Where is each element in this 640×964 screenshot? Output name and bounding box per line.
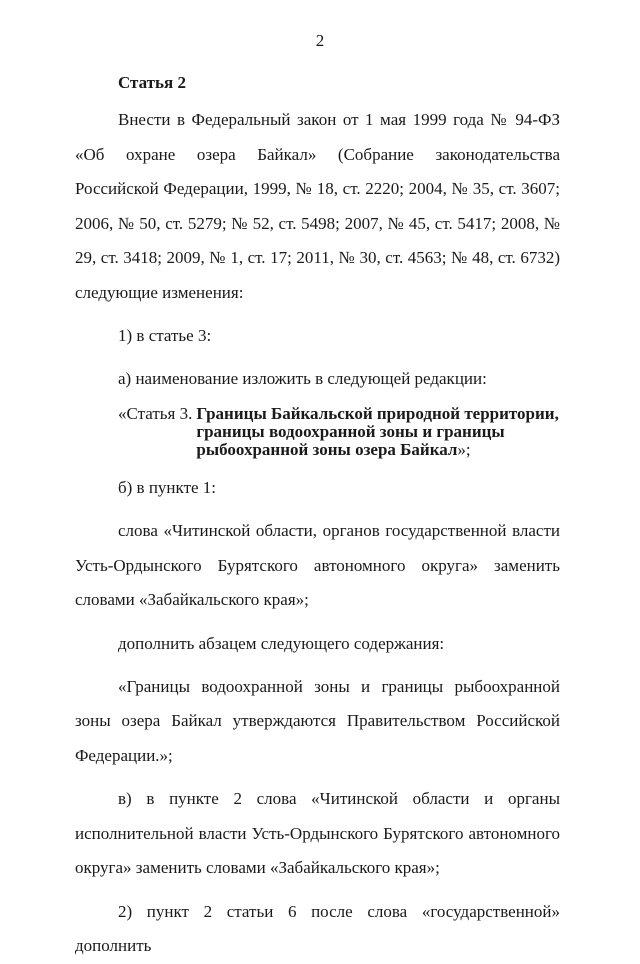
borders-paragraph: «Границы водоохранной зоны и границы рыбоохранной зоны озера Байкал утверждаются Правительством Российской Федерации.»; bbox=[75, 676, 560, 765]
item-1b: б) в пункте 1: bbox=[118, 478, 217, 497]
article-3-title-line-3: рыбоохранной зоны озера Байкал bbox=[196, 440, 458, 459]
article-3-title bbox=[118, 405, 560, 459]
item-1a: а) наименование изложить в следующей редакции: bbox=[118, 369, 487, 388]
intro-paragraph: Внести в Федеральный закон от 1 мая 1999 года № 94-ФЗ «Об охране озера Байкал» (Собрание законодательства Российской Федерации, 1999, № 18, ст. 2220; 2004, № 35, ст. 3607; 2006, № 50, ст. 5279; № 52, ст. 5498; 2007, № 45, ст. 5417; 2008, № 29, ст. 3418; 2009, № 1, ст. 17; 2011, № 30, ст. 4563; № 48, ст. 6732) следующие изменения: bbox=[75, 110, 560, 302]
article-3-title-line-2: границы водоохранной зоны и границы bbox=[196, 422, 505, 441]
words-replace-paragraph: слова «Читинской области, органов государственной власти Усть-Ордынского Бурятского автономного округа» заменить словами «Забайкальского края»; bbox=[75, 521, 560, 609]
item-1: 1) в статье 3: bbox=[118, 326, 212, 345]
page-number: 2 bbox=[315, 31, 325, 50]
item-2: 2) пункт 2 статьи 6 после слова «государственной» дополнить bbox=[75, 901, 560, 955]
article-3-prefix: «Статья 3. bbox=[118, 404, 193, 423]
article-3-title-line-1: Границы Байкальской природной территории, bbox=[196, 404, 559, 423]
supplement-paragraph: дополнить абзацем следующего содержания: bbox=[118, 633, 445, 653]
document-body bbox=[75, 66, 560, 964]
article-heading: Статья 2 bbox=[118, 73, 186, 92]
article-3-suffix: »; bbox=[457, 440, 471, 459]
item-1v: в) в пункте 2 слова «Читинской области и органы исполнительной власти Усть-Ордынского Бурятского автономного округа» заменить словами «Забайкальского края»; bbox=[75, 789, 560, 877]
